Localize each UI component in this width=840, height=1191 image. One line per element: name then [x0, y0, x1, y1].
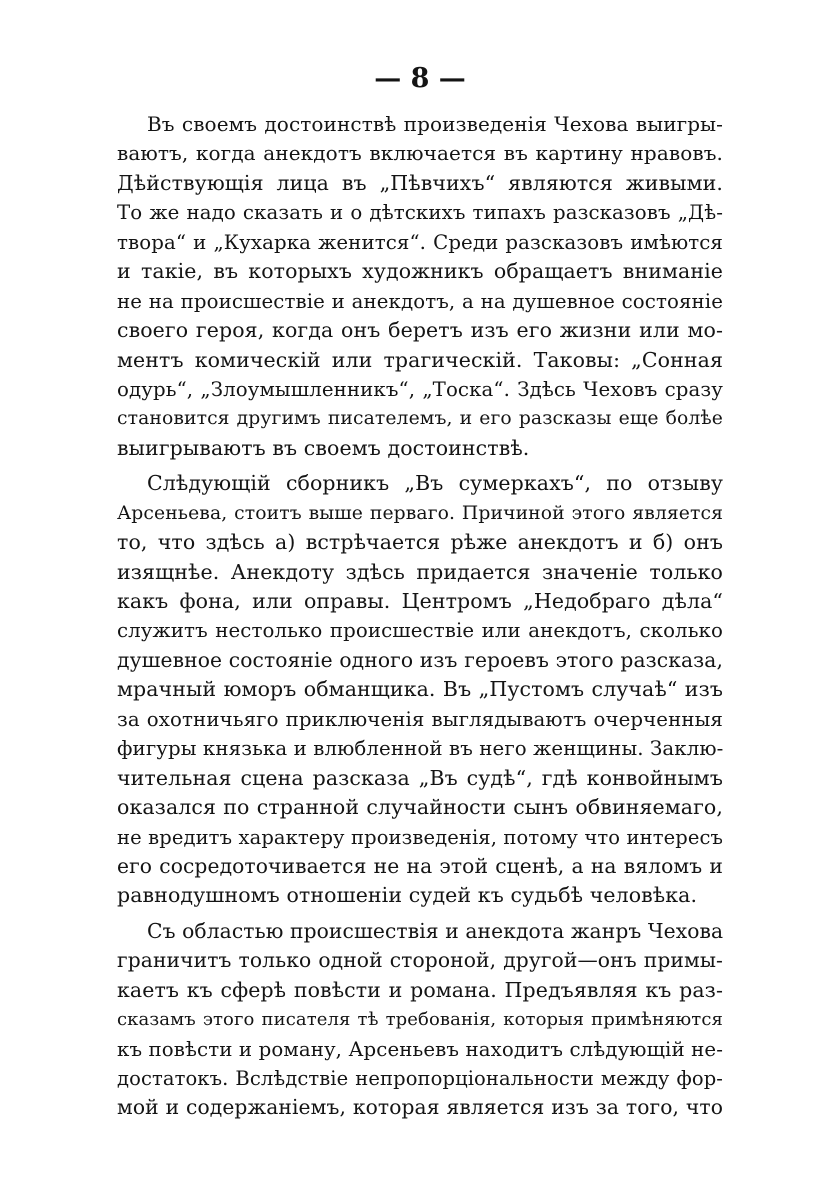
- text-line: ментъ комическій или трагическій. Таковы: „Сонная: [117, 347, 723, 372]
- text-line: Въ своемъ достоинствѣ произведенія Чехова выигры-: [147, 112, 723, 136]
- text-line: фигуры князька и влюбленной въ него женщины. Заклю-: [117, 737, 724, 761]
- text-line: не вредитъ характеру произведенія, потому что интересъ: [117, 825, 723, 849]
- paragraph-1: [117, 110, 723, 463]
- text-line: душевное состояніе одного изъ героевъ этого разсказа,: [117, 647, 723, 672]
- text-line: мрачный юморъ обманщика. Въ „Пустомъ случаѣ“ изъ: [117, 677, 723, 702]
- text-line: выигрываютъ въ своемъ достоинствѣ.: [117, 435, 530, 460]
- text-line: Съ областью происшествія и анекдота жанръ Чехова: [147, 918, 724, 943]
- text-line: какъ фона, или оправы. Центромъ „Недобраго дѣла“: [117, 589, 723, 613]
- text-line: его сосредоточивается не на этой сценѣ, а на вяломъ и: [117, 853, 723, 878]
- text-line: достатокъ. Вслѣдствіе непропорціональности между фор-: [117, 1067, 723, 1090]
- paragraph-3: [117, 917, 723, 1123]
- text-line: и такіе, въ которыхъ художникъ обращаетъ вниманіе: [117, 259, 723, 284]
- text-line: за охотничьяго приключенія выглядываютъ очерченныя: [117, 707, 723, 731]
- body-text: [117, 110, 723, 1123]
- text-line: Слѣдующій сборникъ „Въ сумеркахъ“, по отзыву: [147, 471, 723, 496]
- text-line: ваютъ, когда анекдотъ включается въ картину нравовъ.: [117, 141, 723, 166]
- text-line: своего героя, когда онъ беретъ изъ его жизни или мо-: [117, 318, 723, 343]
- text-line: граничитъ только одной стороной, другой—онъ примы-: [117, 948, 723, 973]
- text-line: Арсеньева, стоитъ выше перваго. Причиной этого является: [117, 502, 723, 524]
- text-line: изящнѣе. Анекдоту здѣсь придается значеніе только: [117, 559, 723, 584]
- text-line: становится другимъ писателемъ, и его разсказы еще болѣе: [117, 408, 723, 430]
- text-line: не на происшествіе и анекдотъ, а на душевное состояніе: [117, 289, 723, 313]
- text-line: то, что здѣсь а) встрѣчается рѣже анекдотъ и б) онъ: [117, 530, 723, 555]
- text-line: служитъ нестолько происшествіе или анекдотъ, сколько: [117, 619, 723, 643]
- text-line: твора“ и „Кухарка женится“. Среди разсказовъ имѣются: [117, 230, 723, 254]
- text-line: То же надо сказать и о дѣтскихъ типахъ разсказовъ „Дѣ-: [117, 201, 723, 225]
- paragraph-2: [117, 469, 723, 911]
- text-line: оказался по странной случайности сынъ обвиняемаго,: [117, 795, 723, 820]
- page-number: — 8 —: [374, 63, 466, 94]
- text-line: сказамъ этого писателя тѣ требованія, которыя примѣняются: [117, 1009, 723, 1031]
- text-line: Дѣйствующія лица въ „Пѣвчихъ“ являются живыми.: [117, 170, 723, 195]
- text-line: чительная сцена разсказа „Въ судѣ“, гдѣ конвойнымъ: [117, 765, 723, 790]
- text-line: мой и содержаніемъ, которая является изъ за того, что: [117, 1095, 723, 1120]
- text-line: каетъ къ сферѣ повѣсти и романа. Предъявляя къ раз-: [117, 977, 723, 1002]
- text-line: къ повѣсти и роману, Арсеньевъ находитъ слѣдующій не-: [117, 1037, 723, 1061]
- text-line: равнодушномъ отношеніи судей къ судьбѣ человѣка.: [117, 883, 698, 908]
- text-line: одурь“, „Злоумышленникъ“, „Тоска“. Здѣсь Чеховъ сразу: [117, 377, 723, 401]
